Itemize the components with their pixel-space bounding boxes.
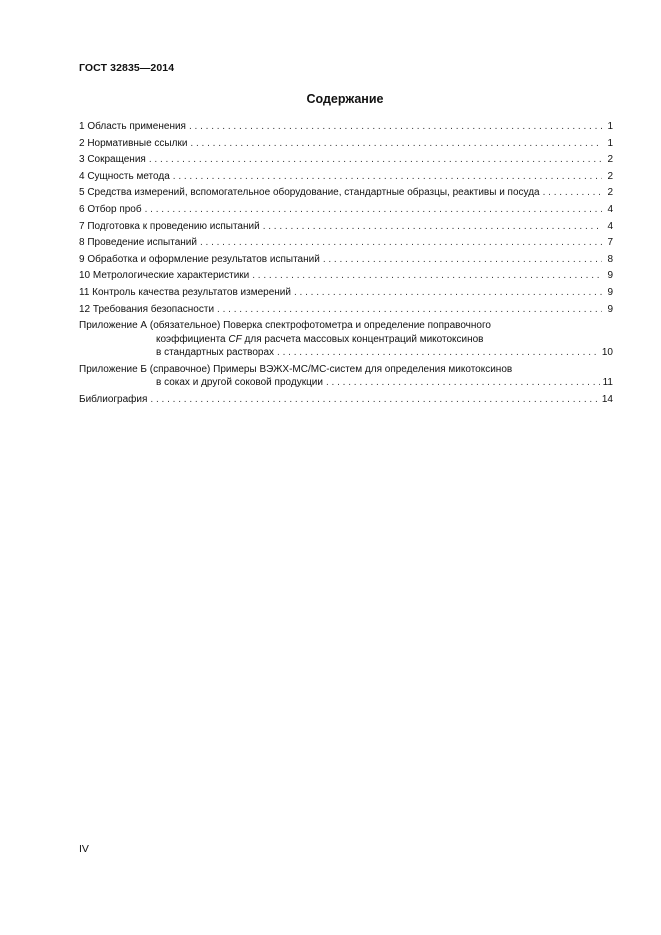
toc-entry[interactable] — [79, 252, 613, 269]
leader-dots — [323, 252, 602, 269]
leader-dots — [263, 219, 602, 236]
toc-entry-page: 7 — [607, 237, 613, 249]
appendix-b-line2: в соках и другой соковой продукции — [156, 377, 323, 389]
toc-entry-label: 10 Метрологические характеристики — [79, 270, 250, 282]
toc-entry-label: 11 Контроль качества результатов измерений — [79, 286, 291, 298]
leader-dots — [217, 302, 602, 319]
appendix-a-line1: Приложение А (обязательное) Поверка спектрофотометра и определение поправочного — [79, 320, 491, 332]
toc-entry-label: 3 Сокращения — [79, 154, 146, 166]
toc-bibliography[interactable] — [79, 392, 613, 409]
toc-entry[interactable] — [79, 169, 613, 186]
toc-entry-label: 8 Проведение испытаний — [79, 237, 197, 249]
leader-dots — [149, 152, 602, 169]
appendix-a-line3: в стандартных растворах — [156, 347, 275, 359]
toc-entry-label: 9 Обработка и оформление результатов испытаний — [79, 253, 320, 265]
appendix-a-page: 10 — [601, 347, 613, 359]
toc-entry-label: 12 Требования безопасности — [79, 303, 215, 315]
toc-entry-page: 9 — [607, 286, 613, 298]
appendix-a-coefficient-symbol: CF — [228, 333, 242, 345]
appendix-a-line2-post: для расчета массовых концентраций микотоксинов — [241, 333, 484, 345]
toc-title: Содержание — [306, 92, 384, 106]
toc-entry[interactable] — [79, 185, 613, 202]
toc-entry[interactable] — [79, 235, 613, 252]
appendix-a-last-line — [79, 346, 613, 360]
leader-dots — [252, 268, 602, 285]
toc-entry-page: 2 — [607, 154, 613, 166]
leader-dots — [200, 235, 602, 252]
toc-entry-label: 2 Нормативные ссылки — [79, 137, 188, 149]
page-number: IV — [79, 843, 89, 855]
appendix-b-last-line — [79, 376, 613, 390]
toc-entry[interactable] — [79, 136, 613, 153]
toc-entry-label: 4 Сущность метода — [79, 170, 170, 182]
standard-designation: ГОСТ 32835—2014 — [79, 62, 175, 74]
bibliography-label: Библиография — [79, 393, 148, 405]
leader-dots — [190, 136, 602, 153]
toc-entry-page: 1 — [607, 121, 613, 132]
toc-entry-page: 4 — [607, 220, 613, 232]
toc-entry-label: 5 Средства измерений, вспомогательное оборудование, стандартные образцы, реактивы и посуда — [79, 187, 540, 199]
bibliography-page: 14 — [601, 393, 613, 405]
toc-entry[interactable] — [79, 119, 613, 136]
table-of-contents — [79, 119, 613, 408]
toc-entry-label: 7 Подготовка к проведению испытаний — [79, 220, 260, 232]
toc-entry-page: 2 — [607, 170, 613, 182]
toc-entry[interactable] — [79, 202, 613, 219]
leader-dots — [150, 392, 598, 409]
toc-entry-page: 9 — [607, 303, 613, 315]
leader-dots — [145, 202, 602, 219]
leader-dots — [326, 376, 600, 390]
toc-entry-label: 1 Область применения — [79, 121, 186, 132]
toc-appendix-b[interactable] — [79, 363, 613, 390]
toc-appendix-a[interactable] — [79, 319, 613, 360]
toc-entry-page: 2 — [607, 187, 613, 199]
toc-entry-page: 8 — [607, 253, 613, 265]
toc-entry[interactable] — [79, 302, 613, 319]
toc-entry[interactable] — [79, 219, 613, 236]
appendix-a-line2 — [79, 333, 613, 347]
leader-dots — [277, 346, 599, 360]
toc-entry-page: 9 — [607, 270, 613, 282]
toc-entry-page: 4 — [607, 203, 613, 215]
toc-entry-page: 1 — [607, 137, 613, 149]
leader-dots — [294, 285, 602, 302]
appendix-b-page: 11 — [602, 377, 613, 389]
toc-entry[interactable] — [79, 285, 613, 302]
leader-dots — [189, 119, 602, 136]
toc-entry[interactable] — [79, 152, 613, 169]
toc-entry-label: 6 Отбор проб — [79, 203, 142, 215]
leader-dots — [173, 169, 602, 186]
appendix-b-line1: Приложение Б (справочное) Примеры ВЭЖХ-МС/МС-систем для определения микотоксинов — [79, 363, 513, 375]
appendix-a-line2-pre: коэффициента — [156, 333, 229, 345]
toc-entry[interactable] — [79, 268, 613, 285]
leader-dots — [543, 185, 602, 202]
